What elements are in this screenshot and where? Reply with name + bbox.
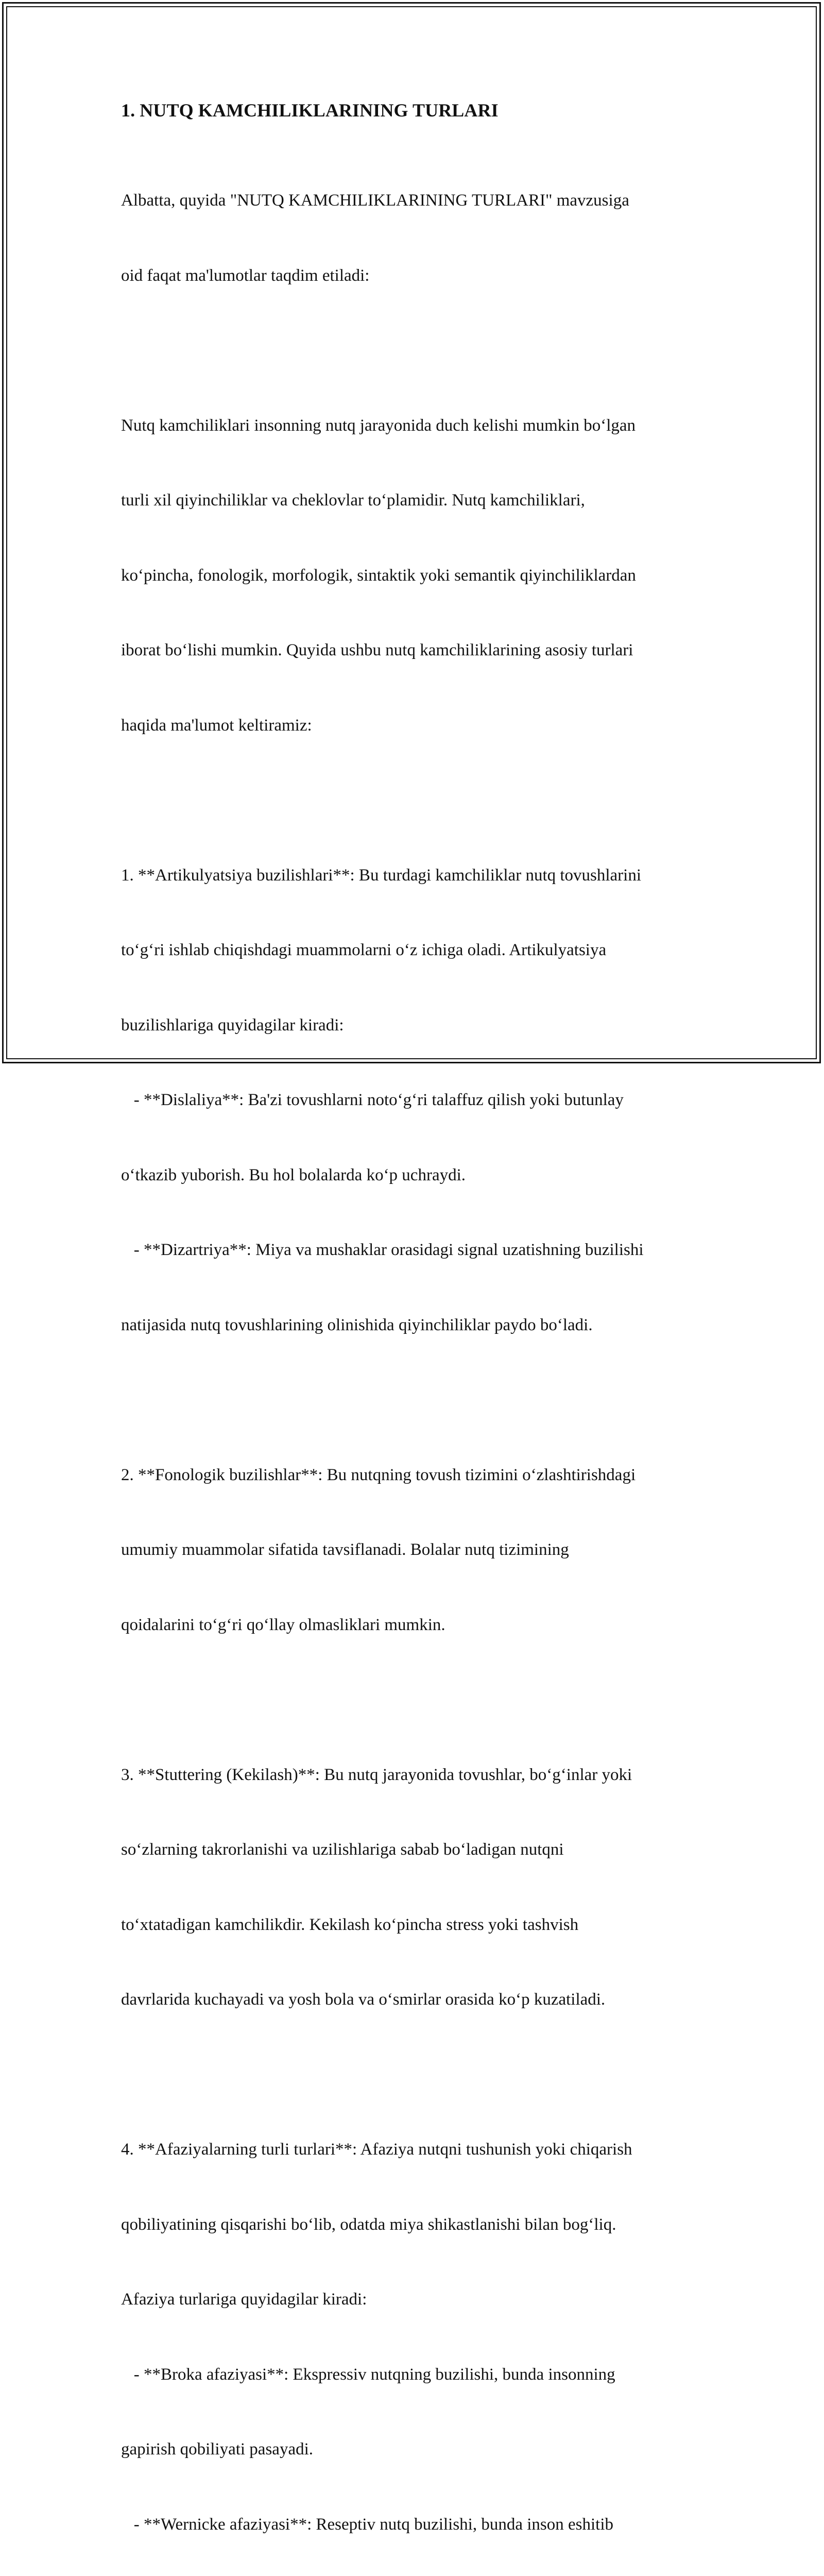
text-line: Afaziya turlariga quyidagilar kiradi:	[121, 2290, 367, 2309]
text-line: 1. **Artikulyatsiya buzilishlari**: Bu turdagi kamchiliklar nutq tovushlarini	[121, 866, 642, 885]
text-line: natijasida nutq tovushlarining olinishida qiyinchiliklar paydo bo‘ladi.	[121, 1315, 593, 1334]
text-line: o‘tkazib yuborish. Bu hol bolalarda ko‘p uchraydi.	[121, 1165, 466, 1184]
text-line: turli xil qiyinchiliklar va cheklovlar to‘plamidir. Nutq kamchiliklari,	[121, 491, 585, 510]
text-line: 3. **Stuttering (Kekilash)**: Bu nutq jarayonida tovushlar, bo‘g‘inlar yoki	[121, 1765, 632, 1784]
text-line: - **Dislaliya**: Ba'zi tovushlarni noto‘g‘ri talaffuz qilish yoki butunlay	[121, 1091, 624, 1109]
intro-paragraph	[121, 138, 708, 338]
text-line: - **Wernicke afaziyasi**: Reseptiv nutq buzilishi, bunda inson eshitib	[121, 2515, 613, 2534]
text-line: 4. **Afaziyalarning turli turlari**: Afaziya nutqni tushunish yoki chiqarish	[121, 2140, 632, 2159]
text-line: qobiliyatining qisqarishi bo‘lib, odatda miya shikastlanishi bilan bog‘liq.	[121, 2215, 616, 2234]
text-line: ko‘pincha, fonologik, morfologik, sintaktik yoki semantik qiyinchiliklardan	[121, 566, 636, 585]
text-line: - **Dizartriya**: Miya va mushaklar orasidagi signal uzatishning buzilishi	[121, 1241, 644, 1259]
text-line: Nutq kamchiliklari insonning nutq jarayonida duch kelishi mumkin bo‘lgan	[121, 416, 636, 435]
text-line: oid faqat ma'lumotlar taqdim etiladi:	[121, 266, 370, 285]
text-line: so‘zlarning takrorlanishi va uzilishlariga sabab bo‘ladigan nutqni	[121, 1840, 564, 1859]
text-line: iborat bo‘lishi mumkin. Quyida ushbu nutq kamchiliklarining asosiy turlari	[121, 641, 633, 659]
text-line: - **Broka afaziyasi**: Ekspressiv nutqning buzilishi, bunda insonning	[121, 2365, 615, 2384]
text-line: to‘g‘ri ishlab chiqishdagi muammolarni o‘z ichiga oladi. Artikulyatsiya	[121, 941, 607, 959]
list-item-articulation	[121, 813, 708, 1388]
list-item-stuttering	[121, 1713, 708, 2062]
text-line: umumiy muammolar sifatida tavsiflanadi. Bolalar nutq tizimining	[121, 1540, 569, 1559]
list-item-phonological	[121, 1413, 708, 1688]
text-line: davrlarida kuchayadi va yosh bola va o‘smirlar orasida ko‘p kuzatiladi.	[121, 1990, 606, 2009]
text-line: buzilishlariga quyidagilar kiradi:	[121, 1015, 344, 1035]
text-line: haqida ma'lumot keltiramiz:	[121, 716, 312, 735]
document-body	[121, 96, 708, 2576]
text-line: to‘xtatadigan kamchilikdir. Kekilash ko‘pincha stress yoki tashvish	[121, 1915, 579, 1934]
text-line: qoidalarini to‘g‘ri qo‘llay olmasliklari mumkin.	[121, 1615, 445, 1634]
text-line: gapirish qobiliyati pasayadi.	[121, 2440, 314, 2459]
page-title: 1. NUTQ KAMCHILIKLARINING TURLARI	[121, 100, 499, 121]
text-line: 2. **Fonologik buzilishlar**: Bu nutqning tovush tizimini o‘zlashtirishdagi	[121, 1465, 636, 1484]
list-item-aphasia	[121, 2087, 708, 2576]
definition-paragraph	[121, 363, 708, 788]
text-line: Albatta, quyida "NUTQ KAMCHILIKLARINING TURLARI" mavzusiga	[121, 191, 629, 210]
